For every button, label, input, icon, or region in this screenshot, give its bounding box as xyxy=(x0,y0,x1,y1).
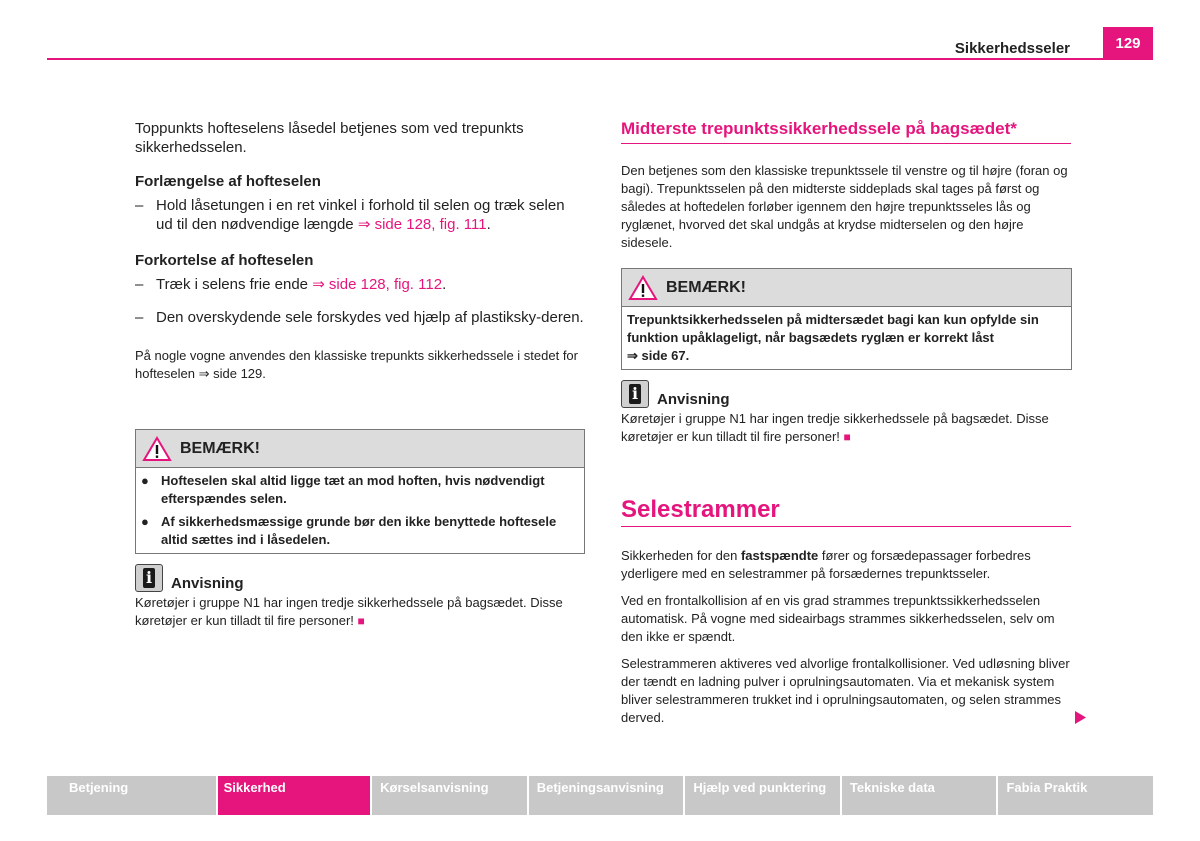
note-title: Anvisning xyxy=(657,391,730,408)
nav-tab-betjening[interactable]: Betjening xyxy=(47,776,216,815)
nav-tab-hjaelp-ved-punktering[interactable]: Hjælp ved punktering xyxy=(685,776,840,815)
list-item xyxy=(135,275,585,294)
warning-triangle-icon xyxy=(142,436,172,462)
dash-marker: – xyxy=(135,197,144,214)
warning-bullet: ● Hofteselen skal altid ligge tæt an mod hoften, hvis nødvendigt efterspændes selen. xyxy=(141,473,545,506)
page-number-badge xyxy=(1103,27,1153,59)
warning-box xyxy=(135,429,585,554)
right-column xyxy=(621,119,1071,252)
note-text: Køretøjer i gruppe N1 har ingen tredje sikkerhedssele på bagsædet. Disse køretøjer er kun tilladt til fire personer! ■ xyxy=(621,411,1049,444)
list-item xyxy=(135,308,585,327)
warning-header xyxy=(136,430,584,468)
info-i-icon: i xyxy=(135,564,163,592)
next-page-arrow-icon[interactable] xyxy=(1075,711,1086,724)
note-header xyxy=(621,380,1071,408)
nav-tab-korselsanvisning[interactable]: Kørselsanvisning xyxy=(372,776,527,815)
dash-marker: – xyxy=(135,309,144,326)
left-column xyxy=(135,119,585,383)
paragraph: Ved en frontalkollision af en vis grad strammes trepunktssikkerhedsselen automatisk. På vogne med sideairbags strammes sikkerhedsselen, selv om den ikke er spændt. xyxy=(621,593,1055,644)
nav-tab-sikkerhed[interactable]: Sikkerhed xyxy=(218,776,371,815)
running-header-title: Sikkerhedsseler xyxy=(954,40,1070,57)
warning-body xyxy=(136,468,584,553)
section-rule xyxy=(621,143,1071,144)
nav-tab-betjeningsanvisning[interactable]: Betjeningsanvisning xyxy=(529,776,684,815)
warning-bullet: ● Af sikkerhedsmæssige grunde bør den ikke benyttede hoftesele altid sættes ind i låsedelen. xyxy=(141,514,557,547)
note-title: Anvisning xyxy=(171,575,244,592)
intro-paragraph: Toppunkts hofteselens låsedel betjenes som ved trepunkts sikkerhedsselen. xyxy=(135,120,524,156)
info-i-icon: i xyxy=(621,380,649,408)
end-square-icon: ■ xyxy=(843,430,851,444)
page-reference-link[interactable]: ⇒ side 67. xyxy=(627,348,690,363)
warning-triangle-icon xyxy=(628,275,658,301)
selestrammer-section xyxy=(621,496,1071,727)
page-number: 129 xyxy=(1115,34,1141,52)
note-header xyxy=(135,564,585,592)
paragraph: Selestrammeren aktiveres ved alvorlige frontalkollisioner. Ved udløsning bliver der tændt en ladning pulver i oprulningsautomaten. Via et mekanisk system bliver selestrammeren trukket ind i oprulningsautomaten, og selen strammes derved. xyxy=(621,656,1070,725)
warning-header xyxy=(622,269,1071,307)
warning-text: Trepunktsikkerhedsselen på midtersædet bagi kan kun opfylde sin funktion upåklageligt, når bagsædets ryglæn er korrekt låst xyxy=(627,312,1039,345)
list-item-text: Den overskydende sele forskydes ved hjælp af plastiksky-deren. xyxy=(156,309,584,326)
nav-tab-tekniske-data[interactable]: Tekniske data xyxy=(842,776,997,815)
paragraph: Sikkerheden for den fastspændte fører og forsædepassager forbedres yderligere med en selestrammer på forsædernes trepunktsseler. xyxy=(621,548,1031,581)
section-heading-belt-tensioner: Selestrammer xyxy=(621,496,780,523)
heading-extend-lap-belt: Forlængelse af hofteselen xyxy=(135,173,321,190)
warning-title: BEMÆRK! xyxy=(666,278,746,296)
warning-body xyxy=(622,307,1071,369)
list-item-text: Hold låsetungen i en ret vinkel i forhold til selen og træk selen ud til den nødvendige længde ⇒ side 128, fig. 111. xyxy=(156,197,565,233)
end-square-icon: ■ xyxy=(357,614,365,628)
small-paragraph: På nogle vogne anvendes den klassiske trepunkts sikkerhedssele i stedet for hofteselen ⇒ side 129. xyxy=(135,348,578,381)
section-rule xyxy=(621,526,1071,527)
list-item xyxy=(135,196,585,234)
list-item-text: Træk i selens frie ende ⇒ side 128, fig. 112. xyxy=(156,276,447,293)
section-heading-middle-belt: Midterste trepunktssikkerhedssele på bagsædet* xyxy=(621,119,1017,138)
nav-tab-fabia-praktik[interactable]: Fabia Praktik xyxy=(998,776,1153,815)
dash-marker: – xyxy=(135,276,144,293)
warning-title: BEMÆRK! xyxy=(180,439,260,457)
header-rule xyxy=(47,58,1153,60)
heading-shorten-lap-belt: Forkortelse af hofteselen xyxy=(135,252,314,269)
chapter-nav-bar xyxy=(47,776,1153,815)
section-paragraph: Den betjenes som den klassiske trepunktssele til venstre og til højre (foran og bagi). Trepunktsselen på den midterste siddeplads skal tages på først og således at hoftedelen forløber igennem den højre trepunktsseles lås og ryglænet, hvorved det skal undgås at krydse midterselen og den højre sidesele. xyxy=(621,163,1068,250)
note-block xyxy=(621,380,1071,446)
page-reference-link[interactable]: ⇒ side 128, fig. 111 xyxy=(357,216,487,233)
warning-box xyxy=(621,268,1072,370)
page-reference-link[interactable]: ⇒ side 128, fig. 112 xyxy=(312,276,443,293)
note-block xyxy=(135,564,585,630)
note-text: Køretøjer i gruppe N1 har ingen tredje sikkerhedssele på bagsædet. Disse køretøjer er kun tilladt til fire personer! ■ xyxy=(135,595,563,628)
